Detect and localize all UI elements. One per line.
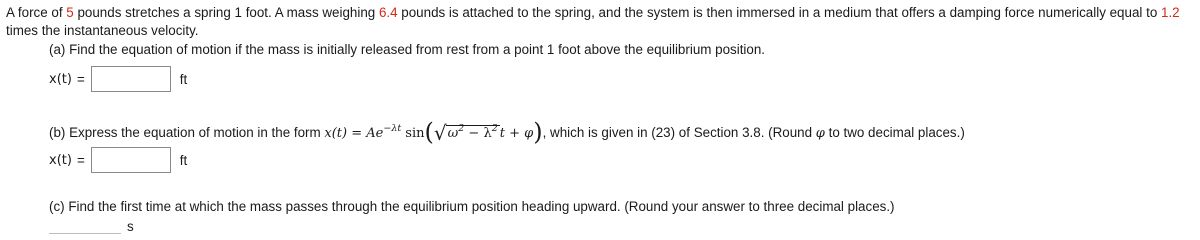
part-b-answer-input[interactable]	[91, 147, 171, 173]
part-a-variable: x(t)	[49, 71, 72, 87]
part-b-variable: x(t)	[49, 152, 72, 168]
part-b-answer-row	[49, 147, 187, 173]
problem-text-3: pounds is attached to the spring, and the system is then immersed in a medium that offers a damping force numerically equal to	[397, 5, 1161, 20]
formula-paren-open: (	[424, 118, 434, 146]
part-a-question: (a) Find the equation of motion if the mass is initially released from rest from a point 1 foot above the equilibrium position.	[49, 42, 766, 57]
part-a-equals: =	[76, 71, 85, 87]
phi-symbol: φ	[815, 126, 825, 141]
part-b-trail-2: to two decimal places.)	[824, 125, 965, 140]
part-b-unit: ft	[179, 152, 188, 168]
formula-exponent: −λt	[383, 123, 402, 134]
formula-radicand	[446, 125, 500, 141]
part-b-trail: , which is given in (23) of Section 3.8. (Round	[542, 125, 816, 140]
formula-square-1: 2	[458, 123, 465, 134]
formula-paren-close: )	[533, 118, 543, 146]
part-c-unit: s	[127, 219, 134, 234]
part-b-equals: =	[76, 152, 85, 168]
part-b-formula	[324, 118, 543, 146]
problem-text-4: times the instantaneous velocity.	[6, 23, 199, 38]
formula-square-2: 2	[491, 123, 498, 134]
part-c-question: (c) Find the first time at which the mass passes through the equilibrium position heading upward. (Round your answer to three decimal places.)	[49, 199, 895, 214]
part-a-unit: ft	[179, 71, 188, 87]
weight-value: 6.4	[378, 5, 398, 20]
damping-value: 1.2	[1161, 5, 1180, 20]
formula-sin: sin	[401, 126, 425, 141]
part-c-answer-row	[49, 219, 134, 234]
part-a-answer-row	[49, 66, 187, 92]
part-c-answer-input[interactable]	[49, 220, 121, 234]
part-b-question	[49, 115, 965, 146]
force-value: 5	[66, 5, 74, 20]
part-a-answer-input[interactable]	[91, 66, 171, 92]
formula-omega: ω	[447, 126, 459, 141]
radical-icon: √	[433, 121, 447, 145]
formula-t-plus-phi: t + φ	[499, 126, 534, 141]
formula-minus-lambda: − λ	[464, 126, 492, 141]
problem-text-2: pounds stretches a spring 1 foot. A mass weighing	[73, 5, 379, 20]
formula-lhs: x(t) = Ae	[324, 126, 384, 141]
problem-statement	[6, 4, 1194, 40]
part-b-lead: (b) Express the equation of motion in the form	[49, 125, 325, 140]
problem-text-1: A force of	[6, 5, 67, 20]
